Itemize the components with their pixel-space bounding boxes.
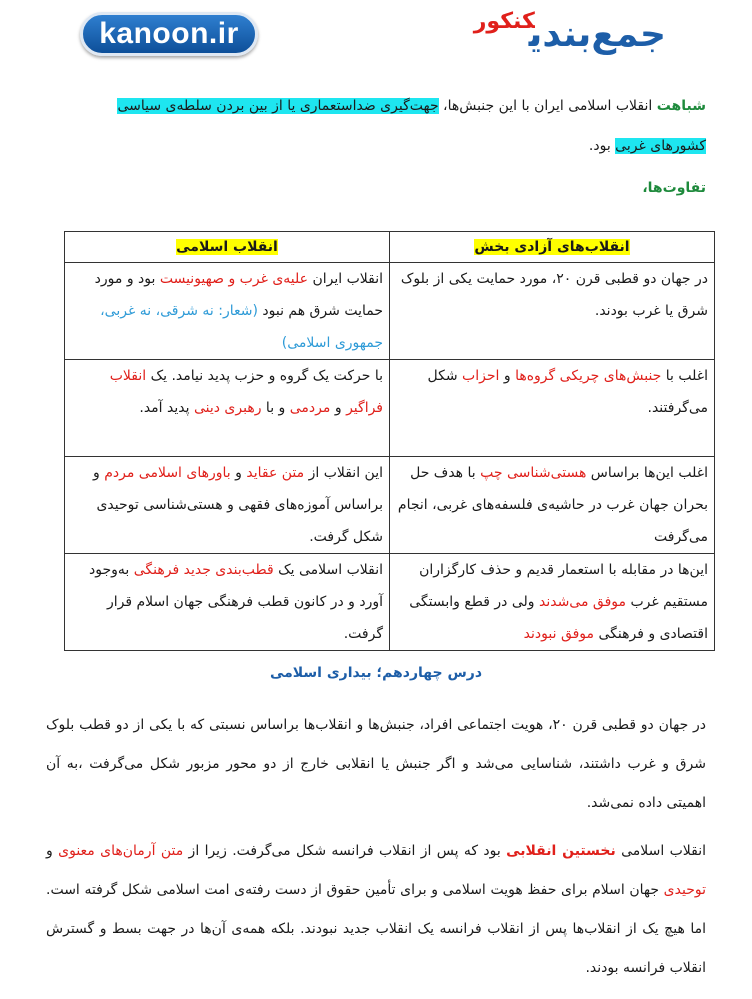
table-header-liberation: انقلاب‌های آزادی بخش	[390, 232, 715, 263]
similarity-highlight: جهت‌گیری ضداستعماری یا از بین بردن سلطه‌ی سیاسی کشورهای غربی	[117, 98, 706, 154]
brand-title	[473, 9, 666, 55]
kanoon-logo[interactable]	[80, 12, 258, 56]
brand-title-main: جمع‌بندی	[528, 14, 666, 55]
paragraph-bipolar-world: در جهان دو قطبی قرن ۲۰، هویت اجتماعی افراد، جنبش‌ها و انقلاب‌ها براساس نسبتی که با یکی از دو قطب بلوک شرق و غرب داشتند، شناسایی می‌شد و اگر جنبش یا انقلابی خارج از دو محور مزبور شکل می‌گرفت ،به آن اهمیتی داده نمی‌شد.	[46, 717, 706, 811]
table-cell: این‌ها در مقابله با استعمار قدیم و حذف کارگزاران مستقیم غرب موفق می‌شدند ولی در قطع وابستگی اقتصادی و فرهنگی موفق نبودند	[390, 554, 715, 651]
table-cell: در جهان دو قطبی قرن ۲۰، مورد حمایت یکی از بلوک شرق یا غرب بودند.	[390, 263, 715, 360]
similarity-label: شباهت	[656, 98, 706, 114]
table-cell: این انقلاب از متن عقاید و باورهای اسلامی مردم و براساس آموزه‌های فقهی و هستی‌شناسی توحیدی شکل گرفت.	[65, 457, 390, 554]
table-cell: انقلاب ایران علیه‌ی غرب و صهیونیست بود و مورد حمایت شرق هم نبود (شعار: نه شرقی، نه غربی، جمهوری اسلامی)	[65, 263, 390, 360]
brand-title-sub: کنکور	[473, 9, 535, 34]
paragraph-first-revolution: انقلاب اسلامی نخستین انقلابی بود که پس از انقلاب فرانسه شکل می‌گرفت. زیرا از متن آرمان‌های معنوی و توحیدی جهان اسلام برای حفظ هویت اسلامی و برای تأمین حقوق از دست رفته‌ی امت اسلامی شکل گرفته است. اما هیچ یک از انقلاب‌ها پس از انقلاب فرانسه یک انقلاب جدید نبودند. بلکه همه‌ی آن‌ها در جهت بسط و گسترش انقلاب فرانسه بودند.	[46, 843, 706, 976]
table-row	[65, 263, 715, 360]
similarity-paragraph	[76, 86, 706, 166]
similarity-end: بود.	[588, 138, 616, 154]
logo-text: kanoon.ir	[80, 12, 258, 56]
table-row	[65, 554, 715, 651]
table-row	[65, 457, 715, 554]
comparison-table	[64, 231, 715, 651]
similarity-text: انقلاب اسلامی ایران با این جنبش‌ها،	[438, 98, 657, 114]
table-cell: اغلب با جنبش‌های چریکی گروه‌ها و احزاب شکل می‌گرفتند.	[390, 360, 715, 457]
table-row	[65, 360, 715, 457]
lesson-title: درس چهاردهم؛ بیداری اسلامی	[269, 665, 483, 681]
table-cell: انقلاب اسلامی یک قطب‌بندی جدید فرهنگی به‌وجود آورد و در کانون قطب فرهنگی جهان اسلام قرار گرفت.	[65, 554, 390, 651]
table-cell: اغلب این‌ها براساس هستی‌شناسی چپ با هدف حل بحران جهان غرب در حاشیه‌ی فلسفه‌های غربی، انجام می‌گرفت	[390, 457, 715, 554]
table-header-row	[65, 232, 715, 263]
table-cell: با حرکت یک گروه و حزب پدید نیامد. یک انقلاب فراگیر و مردمی و با رهبری دینی پدید آمد.	[65, 360, 390, 457]
table-header-islamic: انقلاب اسلامی	[65, 232, 390, 263]
differences-label: تفاوت‌ها،	[642, 180, 706, 196]
